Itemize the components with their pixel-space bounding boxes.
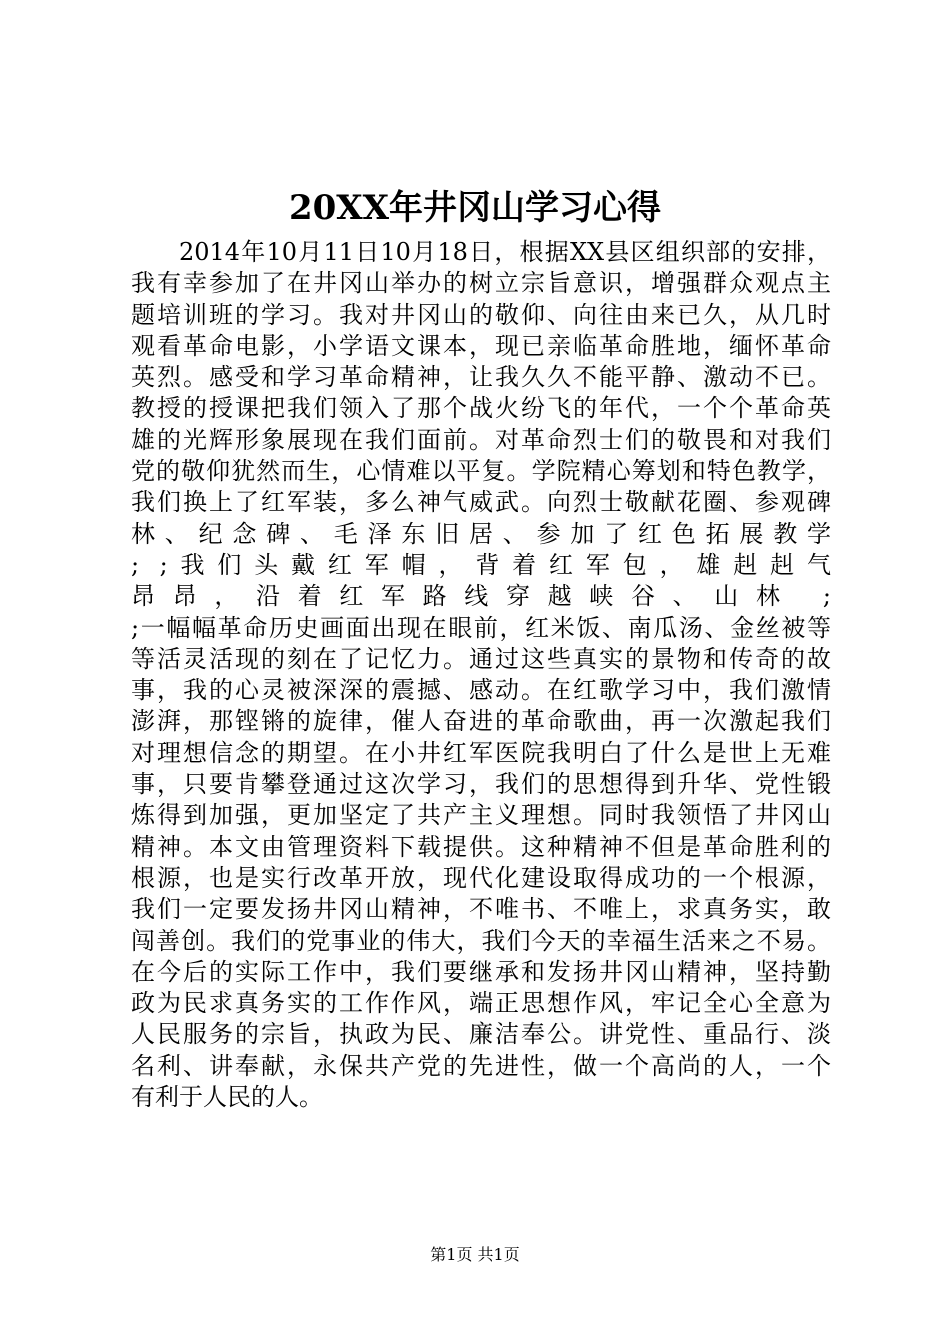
body-line: 我们换上了红军装，多么神气威武。向烈士敬献花圈、参观碑 [131,488,831,517]
body-line: 2014年10月11日10月18日，根据XX县区组织部的安排， [179,238,831,266]
body-line: 对理想信念的期望。在小井红军医院我明白了什么是世上无难 [131,738,831,767]
body-line: 我有幸参加了在井冈山举办的树立宗旨意识，增强群众观点主 [131,269,831,298]
body-line: 有利于人民的人。 [131,1083,323,1112]
body-line: ;一幅幅革命历史画面出现在眼前，红米饭、南瓜汤、金丝被等 [131,613,831,642]
body-line: 英烈。感受和学习革命精神，让我久久不能平静、激动不已。 [131,363,831,392]
body-line: 党的敬仰犹然而生，心情难以平复。学院精心筹划和特色教学， [131,457,831,486]
page-footer: 第1页 共1页 [430,1245,520,1264]
document-body [131,237,831,1113]
body-line: 闯善创。我们的党事业的伟大，我们今天的幸福生活来之不易。 [131,926,831,955]
body-line: 事，我的心灵被深深的震撼、感动。在红歌学习中，我们激情 [131,676,831,705]
body-line: 等活灵活现的刻在了记忆力。通过这些真实的景物和传奇的故 [131,644,831,673]
body-line: 炼得到加强，更加坚定了共产主义理想。同时我领悟了井冈山 [131,801,831,830]
body-line: 精神。本文由管理资料下载提供。这种精神不但是革命胜利的 [131,832,831,861]
body-line: 在今后的实际工作中，我们要继承和发扬井冈山精神，坚持勤 [131,957,831,986]
body-line: 我们一定要发扬井冈山精神，不唯书、不唯上，求真务实，敢 [131,895,831,924]
body-line: 政为民求真务实的工作作风，端正思想作风，牢记全心全意为 [131,989,831,1018]
body-line: 根源，也是实行改革开放，现代化建设取得成功的一个根源， [131,863,831,892]
body-line: 教授的授课把我们领入了那个战火纷飞的年代，一个个革命英 [131,394,831,423]
body-line: 昂昂，沿着红军路线穿越峡谷、山林 ; [131,582,831,611]
body-line: 事，只要肯攀登通过这次学习，我们的思想得到升华、党性锻 [131,770,831,799]
body-line: 人民服务的宗旨，执政为民、廉洁奉公。讲党性、重品行、淡 [131,1020,831,1049]
document-title: 20XX年井冈山学习心得 [288,188,662,228]
body-line: 雄的光辉形象展现在我们面前。对革命烈士们的敬畏和对我们 [131,425,831,454]
body-line: ; ;我们头戴红军帽，背着红军包，雄赳赳气 [131,550,831,579]
body-line: 澎湃，那铿锵的旋律，催人奋进的革命歌曲，再一次激起我们 [131,707,831,736]
body-line: 林、纪念碑、毛泽东旧居、参加了红色拓展教学 [131,519,831,548]
body-line: 题培训班的学习。我对井冈山的敬仰、向往由来已久，从几时 [131,300,831,329]
body-line: 观看革命电影，小学语文课本，现已亲临革命胜地，缅怀革命 [131,331,831,360]
body-line: 名利、讲奉献，永保共产党的先进性，做一个高尚的人，一个 [131,1051,831,1080]
